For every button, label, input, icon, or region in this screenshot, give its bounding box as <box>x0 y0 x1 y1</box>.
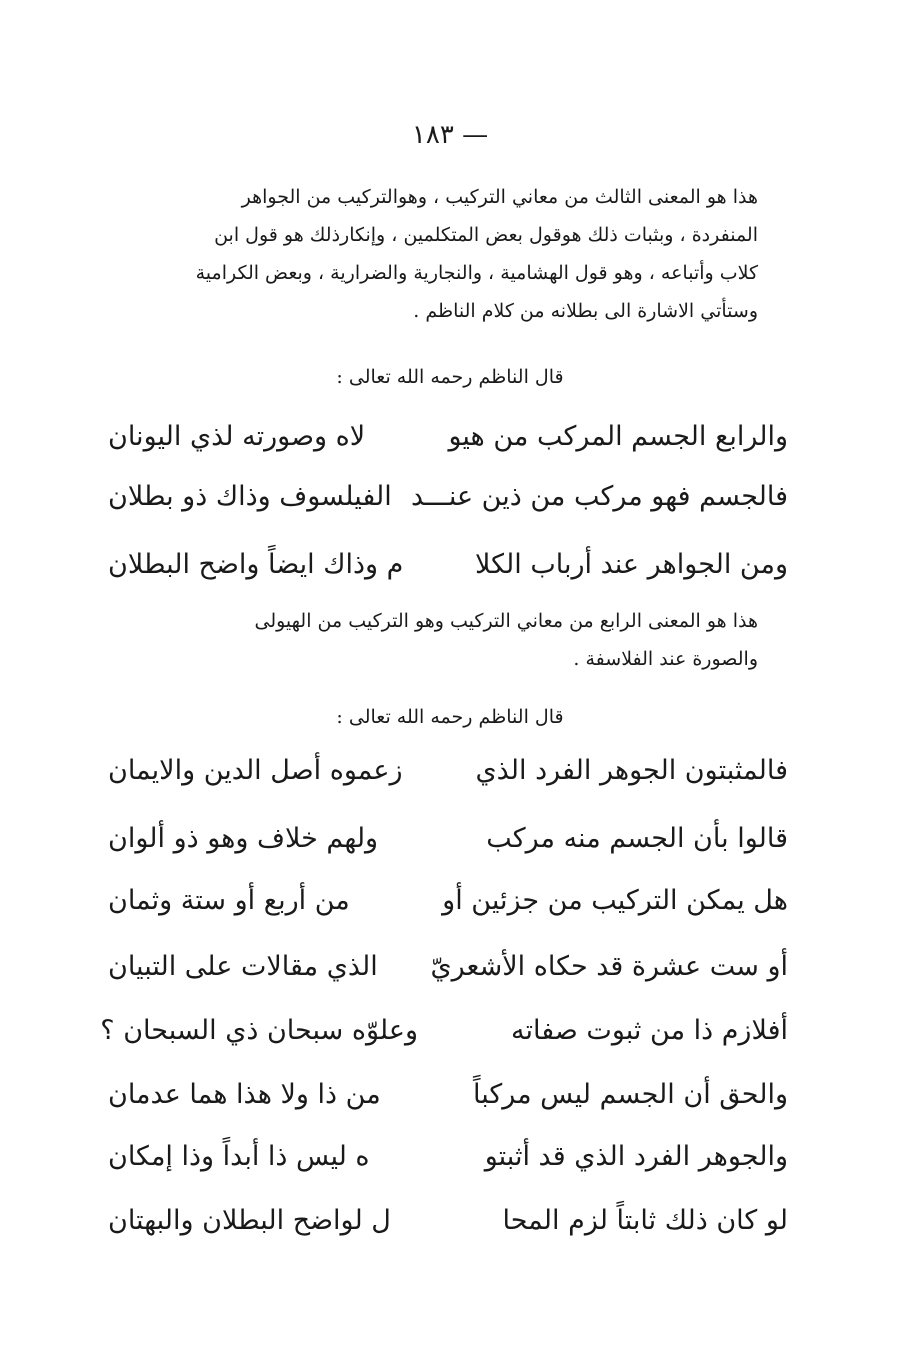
section-heading-2: قال الناظم رحمه الله تعالى : <box>336 706 564 728</box>
verse-first-hemistich: والرابع الجسم المركب من هيو <box>448 420 788 452</box>
verse-second-hemistich: ولهم خلاف وهو ذو ألوان <box>108 822 379 854</box>
prose-paragraph-1 <box>138 178 758 330</box>
verse-first-hemistich: لو كان ذلك ثابتاً لزم المحا <box>502 1204 788 1236</box>
verse-second-hemistich: لاه وصورته لذي اليونان <box>108 420 366 452</box>
verse-first-hemistich: فالجسم فهو مركب من ذين عنـــد <box>410 480 788 512</box>
verse-second-hemistich: وعلوّه سبحان ذي السبحان ؟ <box>100 1014 418 1046</box>
verse-first-hemistich: أو ست عشرة قد حكاه الأشعريّ <box>430 950 788 982</box>
prose-paragraph-2 <box>138 602 758 678</box>
page-number: — ١٨٣ <box>411 120 489 150</box>
verse-first-hemistich: فالمثبتون الجوهر الفرد الذي <box>475 754 788 786</box>
verse-line <box>108 410 788 462</box>
prose-line: هذا هو المعنى الرابع من معاني التركيب وهو التركيب من الهيولى <box>254 610 758 632</box>
verse-first-hemistich: قالوا بأن الجسم منه مركب <box>486 822 788 854</box>
verse-second-hemistich: زعموه أصل الدين والايمان <box>108 754 403 786</box>
verse-line <box>108 812 788 864</box>
verse-line <box>108 1194 788 1246</box>
verse-line <box>108 1068 788 1120</box>
verse-line <box>108 538 788 590</box>
verse-first-hemistich: والحق أن الجسم ليس مركباً <box>473 1078 788 1110</box>
verse-second-hemistich: الذي مقالات على التبيان <box>108 950 378 982</box>
prose-line: والصورة عند الفلاسفة . <box>573 648 758 670</box>
verse-first-hemistich: هل يمكن التركيب من جزئين أو <box>442 884 788 916</box>
prose-line: هذا هو المعنى الثالث من معاني التركيب ، وهوالتركيب من الجواهر <box>241 186 758 208</box>
verse-first-hemistich: ومن الجواهر عند أرباب الكلا <box>474 548 788 580</box>
verse-first-hemistich: أفلازم ذا من ثبوت صفاته <box>511 1014 788 1046</box>
verse-second-hemistich: الفيلسوف وذاك ذو بطلان <box>108 480 392 512</box>
prose-line: وستأتي الاشارة الى بطلانه من كلام الناظم . <box>413 300 758 322</box>
verse-second-hemistich: من أربع أو ستة وثمان <box>108 884 350 916</box>
verse-line <box>108 1130 788 1182</box>
verse-line <box>108 744 788 796</box>
verse-line <box>100 1004 788 1056</box>
prose-line: المنفردة ، وبثبات ذلك هوقول بعض المتكلمين ، وإنكارذلك هو قول ابن <box>214 224 758 246</box>
prose-line: كلاب وأتباعه ، وهو قول الهشامية ، والنجارية والضرارية ، وبعض الكرامية <box>195 262 758 284</box>
section-heading-1: قال الناظم رحمه الله تعالى : <box>336 366 564 388</box>
verse-second-hemistich: ه ليس ذا أبداً وذا إمكان <box>108 1140 370 1172</box>
verse-line <box>108 874 788 926</box>
verse-line <box>108 940 788 992</box>
verse-first-hemistich: والجوهر الفرد الذي قد أثبتو <box>484 1140 788 1172</box>
verse-second-hemistich: من ذا ولا هذا هما عدمان <box>108 1078 381 1110</box>
verse-second-hemistich: م وذاك ايضاً واضح البطلان <box>108 548 404 580</box>
verse-second-hemistich: ل لواضح البطلان والبهتان <box>108 1204 391 1236</box>
verse-line <box>108 470 788 522</box>
